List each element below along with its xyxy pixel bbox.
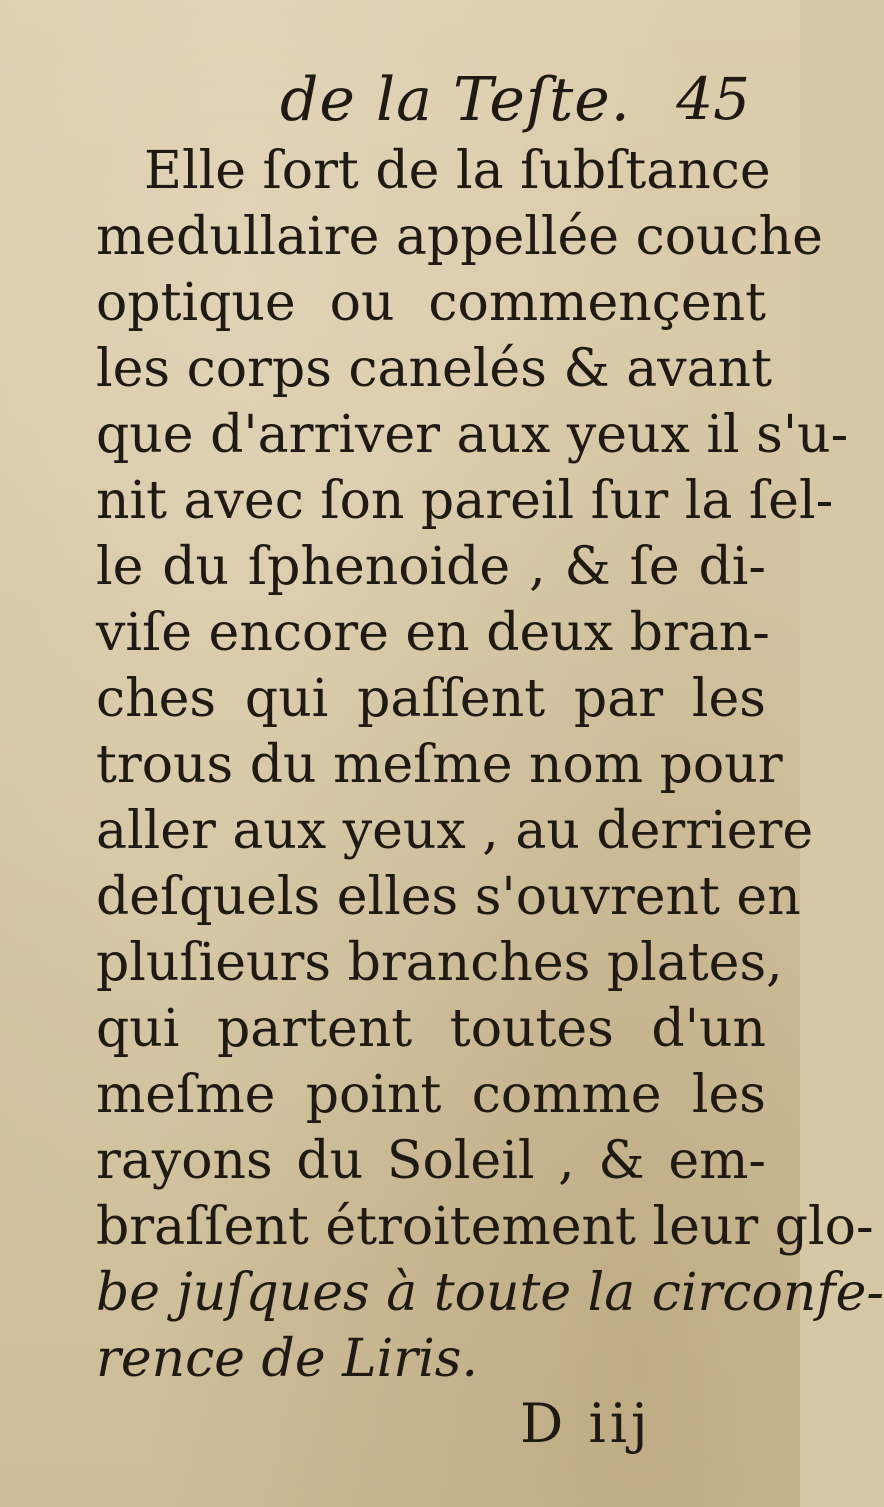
signature-mark: D iij (520, 1392, 652, 1455)
text-line: le du ſphenoide , & ſe di- (96, 537, 766, 597)
text-line: viſe encore en deux bran- (96, 603, 770, 663)
text-line: ches qui paſſent par les (96, 669, 766, 729)
text-line: aller aux yeux , au derriere (96, 801, 814, 861)
text-line: Elle ſort de la ſubſtance (144, 141, 771, 201)
text-line: rence de Liris. (96, 1329, 479, 1389)
text-line: deſquels elles s'ouvrent en (96, 867, 801, 927)
running-head: de la Teſte. (280, 65, 631, 135)
text-line: pluſieurs branches plates, (96, 933, 783, 993)
body-text (96, 138, 884, 1392)
text-line: nit avec ſon pareil ſur la ſel- (96, 471, 834, 531)
text-line: be juſques à toute la circonfe- (96, 1263, 884, 1323)
text-line: trous du meſme nom pour (96, 735, 783, 795)
text-line: que d'arriver aux yeux il s'u- (96, 405, 849, 465)
text-line: rayons du Soleil , & em- (96, 1131, 766, 1191)
text-line: optique ou commençent (96, 273, 766, 333)
text-line: meſme point comme les (96, 1065, 766, 1125)
page-number: 45 (676, 65, 750, 133)
text-line: medullaire appellée couche (96, 207, 823, 267)
text-line: qui partent toutes d'un (96, 999, 766, 1059)
text-line: les corps canelés & avant (96, 339, 772, 399)
page-header (280, 55, 760, 145)
text-line: braſſent étroitement leur glo- (96, 1197, 874, 1257)
